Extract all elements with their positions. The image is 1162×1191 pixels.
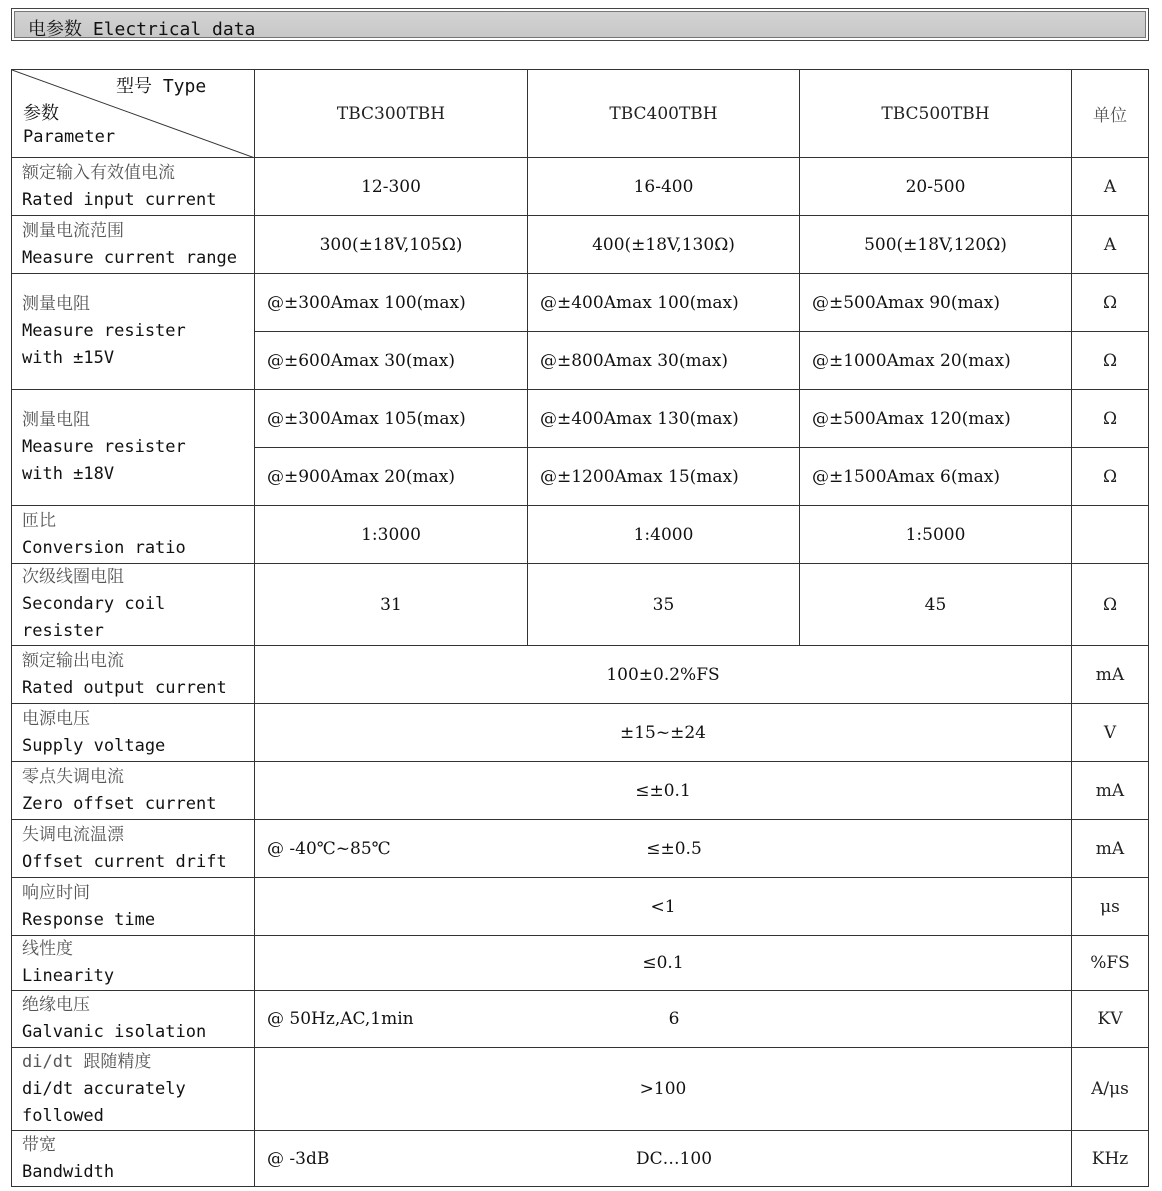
- value-text: DC…100: [635, 1148, 713, 1169]
- unit-cell: A: [1072, 158, 1149, 216]
- param-cell: 带宽 Bandwidth: [12, 1131, 255, 1187]
- unit-cell: μs: [1072, 878, 1149, 936]
- param-cell: 零点失调电流 Zero offset current: [12, 762, 255, 820]
- param-cell: 测量电阻 Measure resister with ±18V: [12, 390, 255, 506]
- value-cell: @±1500Amax 6(max): [800, 448, 1072, 506]
- value-cell: ≤±0.1: [255, 762, 1072, 820]
- value-cell: @±500Amax 90(max): [800, 274, 1072, 332]
- unit-cell: Ω: [1072, 390, 1149, 448]
- value-cell: @±600Amax 30(max): [255, 332, 528, 390]
- table-row: [12, 390, 1149, 448]
- table-row: [12, 1048, 1149, 1131]
- unit-cell: A: [1072, 216, 1149, 274]
- section-title: 电参数 Electrical data: [28, 19, 256, 40]
- param-cell: 电源电压 Supply voltage: [12, 704, 255, 762]
- value-cell: @±800Amax 30(max): [528, 332, 800, 390]
- value-cell: 20-500: [800, 158, 1072, 216]
- header-corner-cell: [12, 70, 255, 158]
- value-cell: 31: [255, 564, 528, 646]
- unit-header: 单位: [1072, 70, 1149, 158]
- value-text: ≤±0.5: [646, 838, 702, 859]
- unit-cell: V: [1072, 704, 1149, 762]
- table-row: [12, 991, 1149, 1048]
- param-cell: 线性度 Linearity: [12, 936, 255, 991]
- model-header: TBC300TBH: [255, 70, 528, 158]
- unit-cell: mA: [1072, 646, 1149, 704]
- table-row: [12, 274, 1149, 332]
- param-cell: 匝比 Conversion ratio: [12, 506, 255, 564]
- value-cell: 400(±18V,130Ω): [528, 216, 800, 274]
- value-cell: 35: [528, 564, 800, 646]
- table-row: [12, 1131, 1149, 1187]
- model-header: TBC400TBH: [528, 70, 800, 158]
- value-cell: >100: [255, 1048, 1072, 1131]
- table-row: [12, 216, 1149, 274]
- param-cell: 失调电流温漂 Offset current drift: [12, 820, 255, 878]
- table-row: [12, 646, 1149, 704]
- header-row: [12, 70, 1149, 158]
- param-cell: 测量电流范围 Measure current range: [12, 216, 255, 274]
- param-cell: 额定输出电流 Rated output current: [12, 646, 255, 704]
- table-row: [12, 506, 1149, 564]
- value-cell: [255, 991, 1072, 1048]
- parameter-label-en: Parameter: [23, 127, 116, 147]
- value-cell: 500(±18V,120Ω): [800, 216, 1072, 274]
- unit-cell: Ω: [1072, 274, 1149, 332]
- model-header: TBC500TBH: [800, 70, 1072, 158]
- unit-cell: %FS: [1072, 936, 1149, 991]
- unit-cell: KHz: [1072, 1131, 1149, 1187]
- value-cell: @±1200Amax 15(max): [528, 448, 800, 506]
- table-row: [12, 820, 1149, 878]
- electrical-data-table: [11, 69, 1149, 1187]
- unit-cell: A/μs: [1072, 1048, 1149, 1131]
- type-label: 型号 Type: [116, 76, 207, 97]
- value-cell: [255, 1131, 1072, 1187]
- value-cell: ±15~±24: [255, 704, 1072, 762]
- value-cell: @±300Amax 100(max): [255, 274, 528, 332]
- unit-cell: KV: [1072, 991, 1149, 1048]
- value-cell: <1: [255, 878, 1072, 936]
- value-cell: 300(±18V,105Ω): [255, 216, 528, 274]
- unit-cell: [1072, 506, 1149, 564]
- value-cell: 100±0.2%FS: [255, 646, 1072, 704]
- table-row: [12, 704, 1149, 762]
- param-cell: 测量电阻 Measure resister with ±15V: [12, 274, 255, 390]
- value-cell: 1:3000: [255, 506, 528, 564]
- table-row: [12, 158, 1149, 216]
- parameter-label-zh: 参数: [23, 103, 59, 124]
- param-cell: 次级线圈电阻 Secondary coil resister: [12, 564, 255, 646]
- section-header-banner: [11, 8, 1149, 41]
- unit-cell: Ω: [1072, 448, 1149, 506]
- value-cell: @±1000Amax 20(max): [800, 332, 1072, 390]
- value-cell: @±300Amax 105(max): [255, 390, 528, 448]
- unit-cell: Ω: [1072, 332, 1149, 390]
- param-cell: 绝缘电压 Galvanic isolation: [12, 991, 255, 1048]
- value-cell: 1:4000: [528, 506, 800, 564]
- table-row: [12, 762, 1149, 820]
- condition-text: @ 50Hz,AC,1min: [267, 1009, 414, 1029]
- condition-text: @ -3dB: [267, 1148, 330, 1169]
- table-row: [12, 936, 1149, 991]
- param-cell: 响应时间 Response time: [12, 878, 255, 936]
- unit-cell: mA: [1072, 820, 1149, 878]
- unit-cell: Ω: [1072, 564, 1149, 646]
- value-cell: [255, 820, 1072, 878]
- table-row: [12, 564, 1149, 646]
- value-cell: ≤0.1: [255, 936, 1072, 991]
- value-cell: 16-400: [528, 158, 800, 216]
- value-text: 6: [668, 1009, 680, 1029]
- value-cell: @±900Amax 20(max): [255, 448, 528, 506]
- value-cell: @±500Amax 120(max): [800, 390, 1072, 448]
- value-cell: 12-300: [255, 158, 528, 216]
- value-cell: @±400Amax 130(max): [528, 390, 800, 448]
- value-cell: 45: [800, 564, 1072, 646]
- table-row: [12, 878, 1149, 936]
- param-cell: 额定输入有效值电流 Rated input current: [12, 158, 255, 216]
- condition-text: @ -40℃~85℃: [267, 838, 391, 859]
- value-cell: 1:5000: [800, 506, 1072, 564]
- unit-cell: mA: [1072, 762, 1149, 820]
- value-cell: @±400Amax 100(max): [528, 274, 800, 332]
- param-cell: di/dt 跟随精度 di/dt accurately followed: [12, 1048, 255, 1131]
